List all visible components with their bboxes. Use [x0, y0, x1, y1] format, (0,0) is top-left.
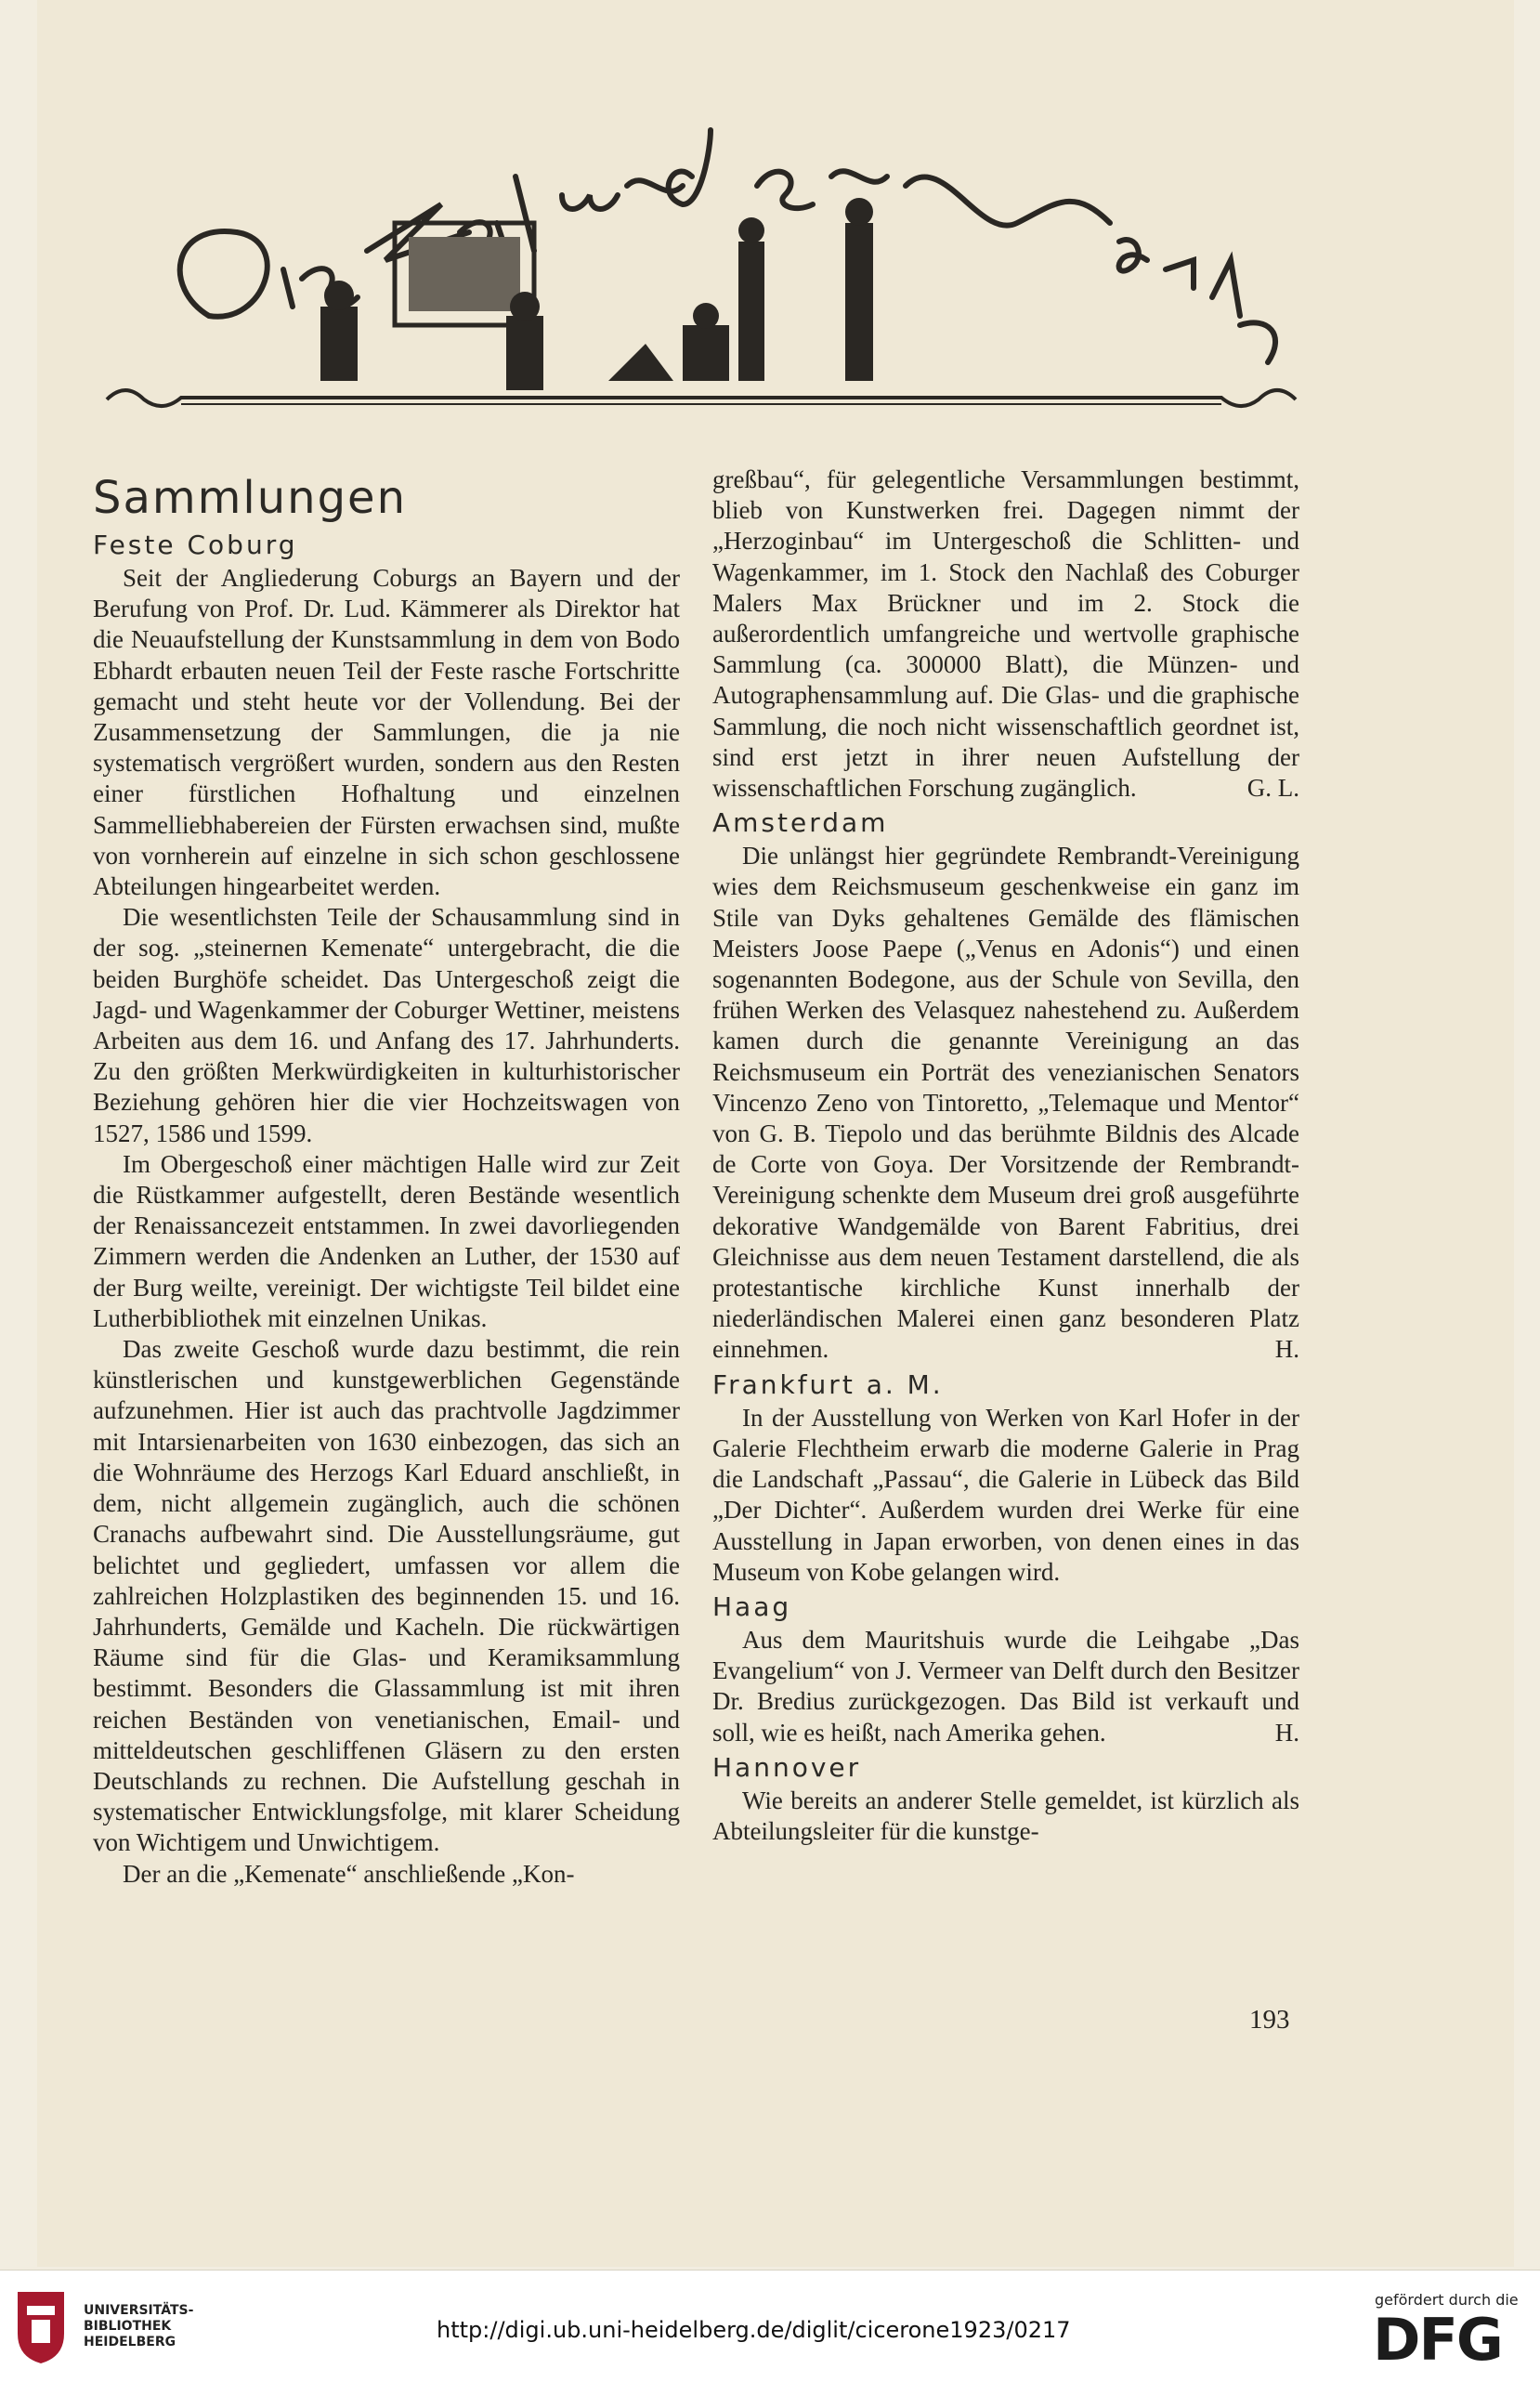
paragraph-frankfurt: In der Ausstellung von Werken von Karl Hofer in der Galerie Flechtheim erwarb die moderne Galerie in Prag die Landschaft „Passau“, die Galerie in Lübeck das Bild „Der Dichter“. Außerdem wurden drei Werke für eine Ausstellung in Japan erworben, von denen eines in das Museum von Kobe gelangen wird. [712, 1403, 1299, 1586]
right-column [712, 465, 1299, 1847]
dfg-logo: DFG [1373, 2306, 1502, 2374]
uni-line-2: BIBLIOTHEK [84, 2319, 172, 2334]
author-sign-h-1: H. [1274, 1335, 1299, 1364]
footer-bar [0, 2270, 1540, 2382]
subheading-hannover: Hannover [712, 1751, 862, 1783]
dfg-caption: gefördert durch die [1375, 2291, 1519, 2309]
paragraph-haag-text: Aus dem Mauritshuis wurde die Leihgabe „Das Evangelium“ von J. Vermeer van Delft durch den Besitzer Dr. Bredius zurückgezogen. Das Bild ist verkauft und soll, wie es heißt, nach Amerika gehen. [712, 1625, 1299, 1747]
left-column [93, 465, 680, 1890]
subheading-amsterdam: Amsterdam [712, 807, 889, 839]
subheading-feste-coburg: Feste Coburg [93, 530, 298, 560]
paragraph-haag [712, 1625, 1299, 1748]
subheading-frankfurt: Frankfurt a. M. [712, 1368, 944, 1400]
page-number: 193 [1249, 2005, 1290, 2035]
source-url-link[interactable]: http://digi.ub.uni-heidelberg.de/diglit/cicerone1923/0217 [437, 2317, 1071, 2343]
author-sign-gl: G. L. [1246, 774, 1299, 803]
paragraph-coburg-continued [712, 465, 1299, 804]
university-name [84, 2303, 193, 2350]
paragraph-amsterdam-text: Die unlängst hier gegründete Rembrandt-Vereinigung wies dem Reichsmuseum geschenkweise ein ganz im Stile van Dyks gehaltenes Gemälde des flämischen Meisters Joose Paepe („Venus en Adonis“) und einen sogenannten Bodegone, aus der Schule von Sevilla, den frühen Werken des Velasquez nahestehend zu. Außerdem kamen durch die genannte Vereinigung an das Reichsmuseum ein Porträt des venezianischen Senators Vincenzo Zeno von Tintoretto, „Telemaque und Mentor“ von G. B. Tiepolo und das berühmte Bildnis des Alcade de Corte von Goya. Der Vorsitzende der Rembrandt-Vereinigung schenkte dem Museum drei groß ausgeführte dekorative Wandgemälde von Barent Fabritius, drei Gleichnisse aus dem neuen Testament darstellend, die als protestantische kirchliche Kunst innerhalb der niederländischen Malerei einen ganz besonderen Platz einnehmen. [712, 842, 1299, 1364]
paragraph-hannover: Wie bereits an anderer Stelle gemeldet, ist kürzlich als Abteilungsleiter für die kunstge- [712, 1786, 1299, 1845]
uni-line-1: UNIVERSITÄTS- [84, 2303, 194, 2318]
figures-group-right [608, 198, 873, 381]
figures-carrying-painting [320, 223, 543, 390]
paragraph-coburg-3: Im Obergeschoß einer mächtigen Halle wird zur Zeit die Rüstkammer aufgestellt, deren Bestände wesentlich der Renaissancezeit entstammen. In zwei davorliegenden Zimmern werden die Andenken an Luther, der 1530 auf der Burg weilte, vereinigt. Der wichtigste Teil bildet eine Lutherbibliothek mit einzelnen Unikas. [93, 1149, 680, 1332]
author-sign-h-2: H. [1274, 1718, 1299, 1747]
section-heading-sammlungen: Sammlungen [93, 472, 407, 524]
header-illustration [88, 84, 1314, 427]
paragraph-coburg-4: Das zweite Geschoß wurde dazu bestimmt, die rein künstlerischen und kunstgewerblichen Gegenstände aufzunehmen. Hier ist auch das prachtvolle Jagdzimmer mit Intarsienarbeiten von 1630 einbezogen, das sich an die Wohnräume des Herzogs Karl Eduard anschließt, in dem, nicht allgemein zugänglich, auch die schönen Cranachs aufbewahrt sind. Die Ausstellungsräume, gut belichtet und gegliedert, umfassen vor allem die zahlreichen Holzplastiken des beginnenden 15. und 16. Jahrhunderts, Gemälde und Kacheln. Die rückwärtigen Räume sind für die Glas- und Keramiksammlung bestimmt. Besonders die Glassammlung ist mit ihren reichen Beständen von venetianischen, Email- und mitteldeutschen geschliffenen Gläsern zu den ersten Deutschlands zu rechnen. Die Aufstellung geschah in systematischer Entwicklungsfolge, mit klarer Scheidung von Wichtigem und Unwichtigem. [93, 1335, 680, 1857]
uni-line-3: HEIDELBERG [84, 2335, 176, 2349]
paragraph-coburg-2: Die wesentlichsten Teile der Schausammlung sind in der sog. „steinernen Kemenate“ untergebracht, die die beiden Burghöfe scheidet. Das Untergeschoß zeigt die Jagd- und Wagenkammer der Coburger Wettiner, meistens Arbeiten aus dem 16. und Anfang des 17. Jahrhunderts. Zu den größten Merkwürdigkeiten in kulturhistorischer Beziehung gehören hier die vier Hochzeitswagen von 1527, 1586 und 1599. [93, 903, 680, 1147]
decorative-rule [107, 390, 1296, 406]
paragraph-coburg-1: Seit der Angliederung Coburgs an Bayern und der Berufung von Prof. Dr. Lud. Kämmerer als Direktor hat die Neuaufstellung der Kunstsammlung in dem von Bodo Ebhardt erbauten neuen Teil der Feste rasche Fortschritte gemacht und steht heute vor der Vollendung. Bei der Zusammensetzung der Sammlungen, die ja nie systematisch vergrößert wurden, sondern aus den Resten einer fürstlichen Hofhaltung und einzelnen Sammelliebhabereien der Fürsten erwachsen sind, mußte von vornherein auf einzelne in sich schon geschlossene Abteilungen hingearbeitet werden. [93, 564, 680, 901]
subheading-haag: Haag [712, 1590, 792, 1622]
paragraph-amsterdam [712, 841, 1299, 1365]
paragraph-coburg-continued-text: greßbau“, für gelegentliche Versammlungen bestimmt, blieb von Kunstwerken frei. Dagegen nimmt der „Herzoginbau“ im Untergeschoß die Schlitten- und Wagenkammer, im 1. Stock den Nachlaß des Coburger Malers Max Brückner und im 2. Stock die außerordentlich umfangreiche und wertvolle graphische Sammlung (ca. 300000 Blatt), die Münzen- und Autographensammlung auf. Die Glas- und die graphische Sammlung, die noch nicht wissenschaftlich geordnet ist, sind erst jetzt in ihrer neuen Aufstellung der wissenschaftlichen Forschung zugänglich. [712, 465, 1299, 803]
paragraph-coburg-5: Der an die „Kemenate“ anschließende „Kon- [123, 1859, 575, 1888]
university-seal-icon [13, 2287, 69, 2366]
